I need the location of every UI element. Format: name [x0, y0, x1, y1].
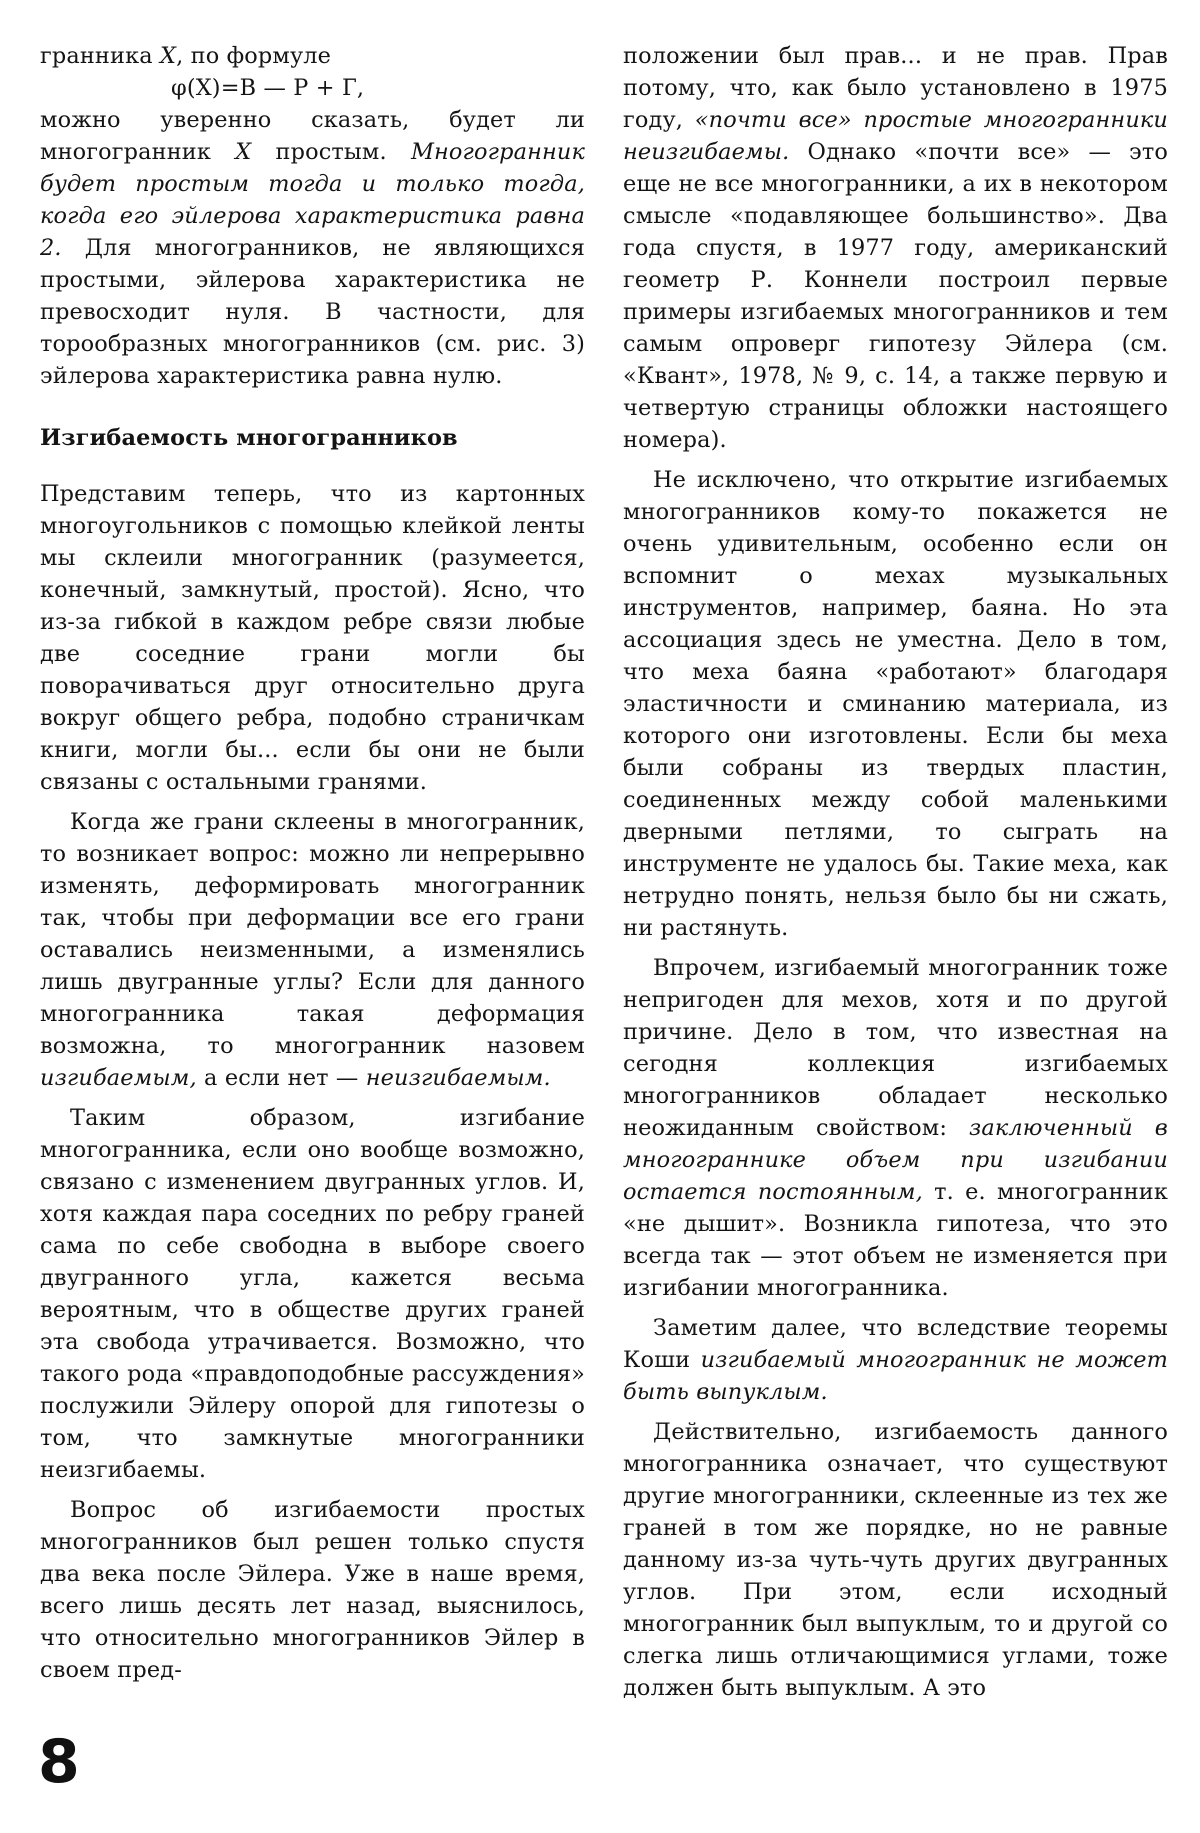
- right-paragraph-4: Действительно, изгибаемость данного многогранника означает, что существуют другие многогранники, склеенные из тех же граней в том же порядке, но не равные данному из-за чуть-чуть других двугранных углов. При этом, если исходный многогранник был выпуклым, то и другой со слегка лишь отличающимися углами, тоже должен быть выпуклым. А это: [623, 1419, 1168, 1701]
- right-paragraph-2: Впрочем, изгибаемый многогранник тоже непригоден для мехов, хотя и по другой причине. Дело в том, что известная на сегодня коллекция изгибаемых многогранников обладает несколько неожиданным свойством: заключенный в многограннике объем при изгибании остается постоянным, т. е. многогранник «не дышит». Возникла гипотеза, что это всегда так — этот объем не изменяется при изгибании многогранника.: [623, 955, 1168, 1301]
- right-column: [623, 40, 1168, 1704]
- left-column: [40, 40, 585, 1686]
- left-paragraph-0: гранника X, по формуле: [40, 43, 332, 69]
- left-paragraph-3: Когда же грани склеены в многогранник, то возникает вопрос: можно ли непрерывно изменять, деформировать многогранник так, чтобы при деформации все его грани оставались неизменными, а изменялись лишь двугранные углы? Если для данного многогранника такая деформация возможна, то многогранник назовем изгибаемым, а если нет — неизгибаемым.: [40, 809, 585, 1091]
- right-paragraph-3: Заметим далее, что вследствие теоремы Коши изгибаемый многогранник не может быть выпуклым.: [623, 1315, 1168, 1405]
- left-paragraph-5: Вопрос об изгибаемости простых многогранников был решен только спустя два века после Эйлера. Уже в наше время, всего лишь десять лет назад, выяснилось, что относительно многогранников Эйлер в своем пред-: [40, 1497, 585, 1683]
- left-paragraph-2: Представим теперь, что из картонных многоугольников с помощью клейкой ленты мы склеили многогранник (разумеется, конечный, замкнутый, простой). Ясно, что из-за гибкой в каждом ребре связи любые две соседние грани могли бы поворачиваться друг относительно друга вокруг общего ребра, подобно страничкам книги, могли бы... если бы они не были связаны с остальными гранями.: [40, 481, 585, 795]
- right-paragraph-1: Не исключено, что открытие изгибаемых многогранников кому-то покажется не очень удивительным, особенно если он вспомнит о мехах музыкальных инструментов, например, баяна. Но эта ассоциация здесь не уместна. Дело в том, что меха баяна «работают» благодаря эластичности и сминанию материала, из которого они изготовлены. Если бы меха были собраны из твердых пластин, соединенных между собой маленькими дверными петлями, то сыграть на инструменте не удалось бы. Такие меха, как нетрудно понять, нельзя было бы ни сжать, ни растянуть.: [623, 467, 1168, 941]
- page-number: 8: [38, 1727, 80, 1797]
- section-heading: Изгибаемость многогранников: [40, 425, 458, 451]
- left-paragraph-4: Таким образом, изгибание многогранника, если оно вообще возможно, связано с изменением двугранных углов. И, хотя каждая пара соседних по ребру граней сама по себе свободна в выборе своего двугранного угла, кажется весьма вероятным, что в обществе других граней эта свобода утрачивается. Возможно, что такого рода «правдоподобные рассуждения» послужили Эйлеру опорой для гипотезы о том, что замкнутые многогранники неизгибаемы.: [40, 1105, 585, 1483]
- formula: φ(X)=В — Р + Г,: [171, 75, 365, 101]
- right-paragraph-0: положении был прав... и не прав. Прав потому, что, как было установлено в 1975 году, «почти все» простые многогранники неизгибаемы. Однако «почти все» — это еще не все многогранники, а их в некотором смысле «подавляющее большинство». Два года спустя, в 1977 году, американский геометр Р. Коннели построил первые примеры изгибаемых многогранников и тем самым опроверг гипотезу Эйлера (см. «Квант», 1978, № 9, с. 14, а также первую и четвертую страницы обложки настоящего номера).: [623, 43, 1168, 453]
- left-paragraph-1: можно уверенно сказать, будет ли многогранник X простым. Многогранник будет простым тогда и только тогда, когда его эйлерова характеристика равна 2. Для многогранников, не являющихся простыми, эйлерова характеристика не превосходит нуля. В частности, для торообразных многогранников (см. рис. 3) эйлерова характеристика равна нулю.: [40, 107, 585, 389]
